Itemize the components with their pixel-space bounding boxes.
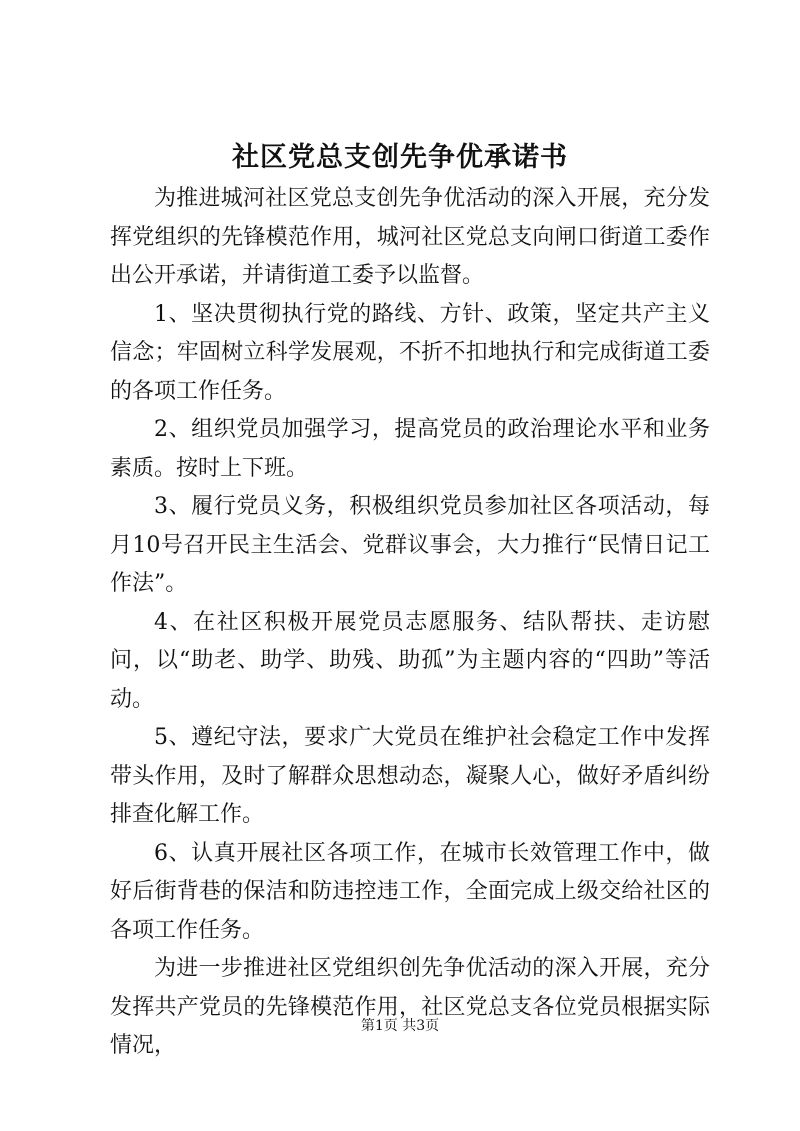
page-number: 第1页 共3页 xyxy=(360,1018,440,1034)
document-title: 社区党总支创先争优承诺书 xyxy=(232,142,568,173)
paragraph-item-6: 6、认真开展社区各项工作，在城市长效管理工作中，做好后街背巷的保洁和防违控违工作，全面完成上级交给社区的各项工作任务。 xyxy=(110,840,710,943)
document-body xyxy=(110,180,710,1066)
paragraph-item-5: 5、遵纪守法，要求广大党员在维护社会稳定工作中发挥带头作用，及时了解群众思想动态，凝聚人心，做好矛盾纠纷排查化解工作。 xyxy=(110,725,710,827)
paragraph-intro: 为推进城河社区党总支创先争优活动的深入开展，充分发挥党组织的先锋模范作用，城河社区党总支向闸口街道工委作出公开承诺，并请街道工委予以监督。 xyxy=(110,186,710,288)
paragraph-item-4: 4、在社区积极开展党员志愿服务、结队帮扶、走访慰问，以“助老、助学、助残、助孤”为主题内容的“四助”等活动。 xyxy=(110,609,710,712)
paragraph-item-1: 1、坚决贯彻执行党的路线、方针、政策，坚定共产主义信念；牢固树立科学发展观，不折不扣地执行和完成街道工委的各项工作任务。 xyxy=(110,301,710,404)
paragraph-conclusion: 为进一步推进社区党组织创先争优活动的深入开展，充分发挥共产党员的先锋模范作用，社区党总支各位党员根据实际情况， xyxy=(110,956,710,1058)
paragraph-item-3: 3、履行党员义务，积极组织党员参加社区各项活动，每月10号召开民主生活会、党群议事会，大力推行“民情日记工作法”。 xyxy=(110,494,710,596)
paragraph-item-2: 2、组织党员加强学习，提高党员的政治理论水平和业务素质。按时上下班。 xyxy=(110,417,710,481)
